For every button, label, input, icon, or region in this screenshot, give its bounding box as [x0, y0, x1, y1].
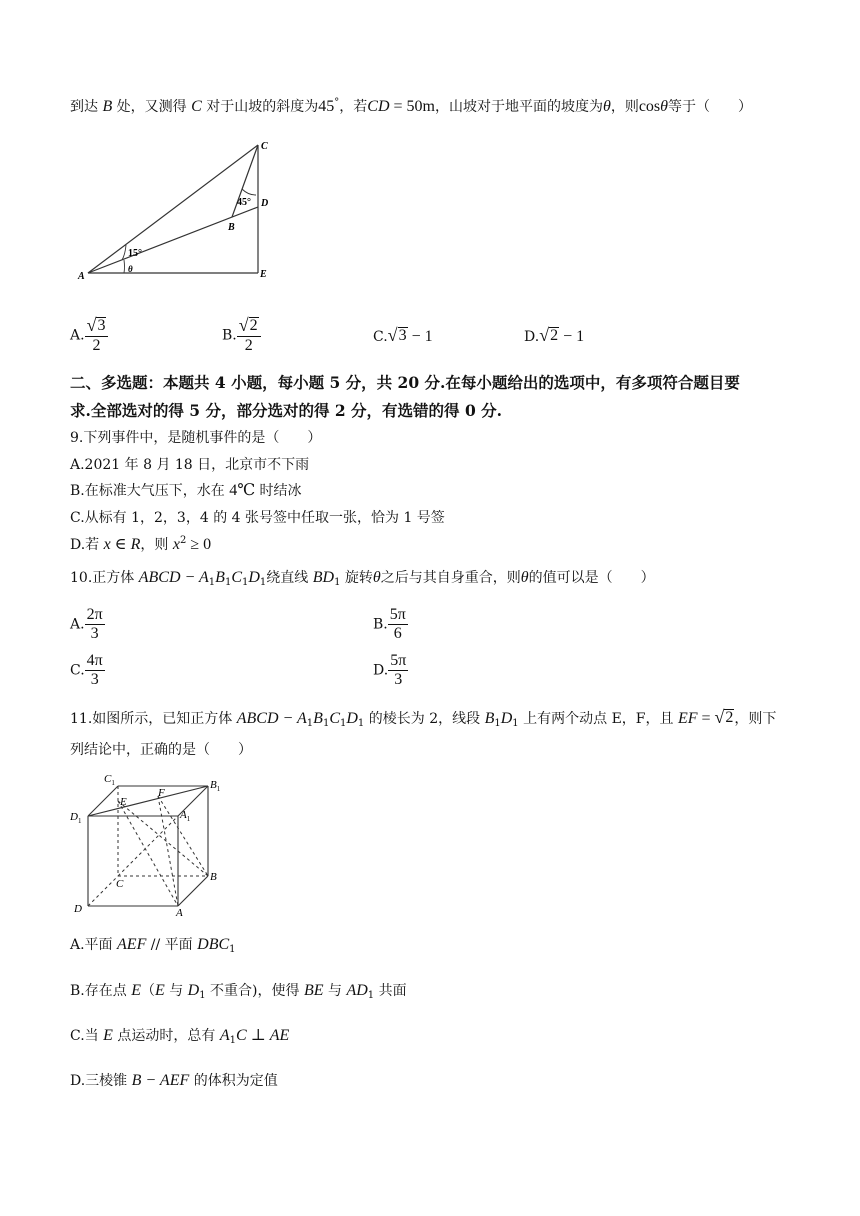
q9-option-a: A.2021 年 8 月 18 日，北京市不下雨 [70, 457, 310, 473]
q11-label-D: D [74, 903, 82, 915]
q8-label-B: B [228, 222, 235, 233]
section2-heading-line1: 二、多选题：本题共 4 小题，每小题 5 分，共 20 分.在每小题给出的选项中，有多项符合题目要 [70, 373, 740, 392]
q11-option-d: D.三棱锥 B − AEF 的体积为定值 [70, 1072, 278, 1089]
q8-angle-theta: θ [128, 264, 133, 274]
q11-stem-line2: 列结论中，正确的是（ ） [70, 742, 252, 758]
q11-label-E: E [120, 796, 127, 808]
q9-option-c: C.从标有 1，2，3，4 的 4 张号签中任取一张，恰为 1 号签 [70, 510, 445, 526]
q11-label-C: C [116, 878, 124, 890]
q8-label-D: D [261, 198, 269, 209]
q11-label-A: A [176, 907, 183, 918]
svg-text:A1: $A_1$ [180, 809, 191, 823]
q11-label-C1: C [104, 773, 112, 785]
q8-label-E: E [260, 269, 267, 280]
q10-stem: 10.正方体 ABCD − $A_1B_1C_1D_1$绕直线 $BD_1$ 旋转θ之后与其自身重合，则θ的值可以是（ ） [70, 569, 655, 588]
q8-option-b: B. √ 2 2 [222, 316, 261, 355]
q9-option-b: B.在标准大气压下，水在 4℃ 时结冰 [70, 482, 302, 499]
q8-option-a: A. √ 3 2 [70, 316, 108, 355]
q8-angle-45: 45° [237, 197, 251, 208]
svg-text:B1: $B_1$ [210, 779, 221, 793]
q9-option-d: D.若 x ∈ R，则 $x^2 \ge 0$ [70, 535, 212, 553]
q11-option-a: A.平面 AEF // 平面 $DBC_1$ [70, 936, 236, 955]
q11-label-F: F [158, 787, 165, 799]
q10-option-a: A. $\frac{2\pi}{3}$ [70, 606, 103, 642]
q8-option-d: D. √ 2 − 1 [524, 325, 585, 345]
q8-label-C: C [261, 141, 268, 152]
q11-option-c: C.当 E 点运动时，总有 $A_1C$ ⊥ AE [70, 1027, 290, 1046]
q10-option-d: D. $\frac{5\pi}{3}$ [373, 652, 407, 688]
svg-text:D1: $D_1$ [70, 811, 82, 825]
q11-label-B: B [210, 871, 217, 883]
q8-stem: 到达 B 处，又测得 C 对于山坡的斜度为45°，若CD = 50m，山坡对于地平面的坡度为θ，则cosθ等于（ ） [70, 97, 753, 115]
q11-cube-figure [70, 768, 240, 918]
svg-text:C1: $C_1$ [104, 773, 115, 787]
q11-label-B1: B [210, 779, 217, 791]
q8-triangle-figure [70, 135, 285, 285]
q8-option-c: C. √ 3 − 1 [373, 325, 433, 345]
q8-label-A: A [78, 271, 85, 282]
section2-heading-line2: 求.全部选对的得 5 分，部分选对的得 2 分，有选错的得 0 分. [70, 401, 503, 420]
q10-option-b: B. $\frac{5\pi}{6}$ [373, 606, 406, 642]
q9-stem: 9.下列事件中，是随机事件的是（ ） [70, 430, 322, 446]
q11-label-D1: D [70, 811, 78, 823]
q11-label-A1: A [180, 809, 187, 821]
q11-option-b: B.存在点 E（E 与 $D_1$ 不重合)，使得 BE 与 $AD_1$ 共面 [70, 982, 407, 1001]
q10-option-c: C. $\frac{4\pi}{3}$ [70, 652, 103, 688]
q11-stem-line1: 11.如图所示，已知正方体 ABCD − $A_1B_1C_1D_1$ 的棱长为 2，线段 $B_1D_1$ 上有两个动点 E，F，且 EF = √ 2 ，则下 [70, 707, 777, 729]
q8-angle-15: 15° [128, 248, 142, 259]
